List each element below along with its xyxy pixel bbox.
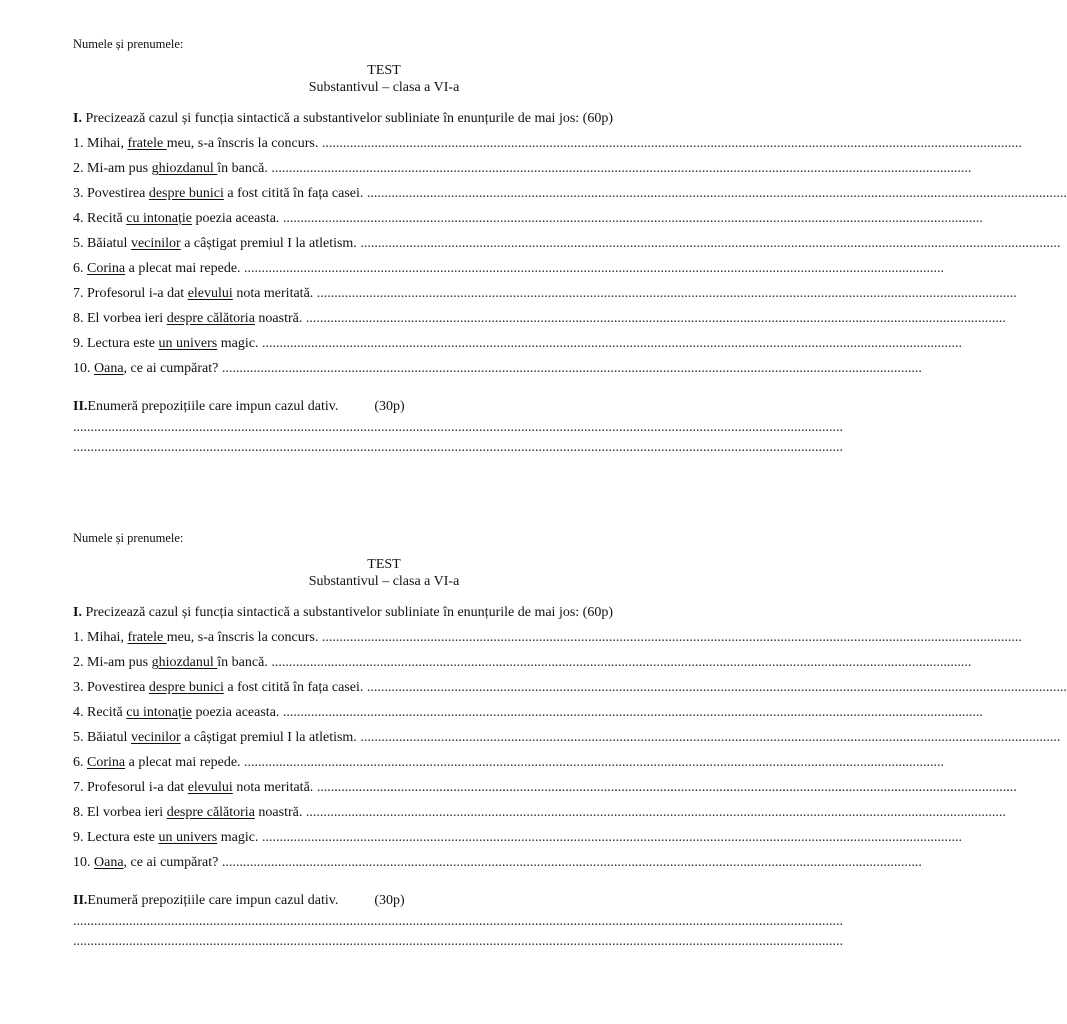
section-2-instruction [73,396,695,418]
answer-dots: ........................................................................................................................................................................................................ [305,805,1006,820]
exercise-item [73,800,1006,825]
exercise-item [73,331,962,356]
section-2-text: Enumeră prepozițiile care impun cazul dativ. [87,399,339,414]
answer-dots: ........................................................................................................................................................................................................ [244,261,945,276]
exercise-item [73,850,922,875]
exercise-text: 5. Băiatul [73,236,131,251]
exercise-text: 6. [73,755,87,770]
test-copy-1 [73,34,1067,458]
section-1-text: Precizează cazul și funcția sintactică a substantivelor subliniate în enunțurile de mai jos: (60p) [81,605,613,620]
section-2-number: II. [73,399,88,414]
answer-dots: ........................................................................................................................................................................................................ [316,780,1017,795]
exercise-item [73,231,1061,256]
underlined-noun: un univers [158,336,218,351]
exercise-text: poezia aceasta. [191,211,283,226]
answer-dots: ........................................................................................................................................................................................................ [316,286,1017,301]
answer-dots: ........................................................................................................................................................................................................ [321,136,1022,151]
underlined-noun: fratele [127,630,167,645]
underlined-noun: Oana [94,855,124,870]
underlined-noun: elevului [187,286,233,301]
test-subtitle: Substantivul – clasa a VI-a [308,574,460,589]
answer-line: ............................................................................................................................................................................................................................ [73,914,843,929]
exercise-text: noastră. [254,805,306,820]
test-title: TEST [367,63,401,78]
section-2-text: Enumeră prepozițiile care impun cazul dativ. [87,893,339,908]
exercise-item [73,750,945,775]
section-1-number: I. [73,111,82,126]
answer-dots: ........................................................................................................................................................................................................ [366,186,1067,201]
exercise-text: poezia aceasta. [191,705,283,720]
exercise-item [73,306,1006,331]
underlined-noun: despre bunici [148,186,224,201]
exercise-text: nota meritată. [232,780,317,795]
answer-dots: ........................................................................................................................................................................................................ [221,855,922,870]
exercise-list [73,625,1067,875]
exercise-text: 8. El vorbea ieri [73,311,167,326]
exercise-text: a câștigat premiul I la atletism. [180,730,361,745]
exercise-list [73,131,1067,381]
answer-dots: ........................................................................................................................................................................................................ [282,211,983,226]
exercise-text: 1. Mihai, [73,630,128,645]
section-2-number: II. [73,893,88,908]
exercise-text: 3. Povestirea [73,186,149,201]
exercise-text: 6. [73,261,87,276]
answer-dots: ........................................................................................................................................................................................................ [282,705,983,720]
exercise-text: 9. Lectura este [73,336,159,351]
exercise-text: în bancă. [217,161,272,176]
underlined-noun: cu intonație [126,705,192,720]
exercise-text: în bancă. [217,655,272,670]
exercise-text: magic. [217,830,262,845]
underlined-noun: despre călătoria [166,311,255,326]
answer-dots: ........................................................................................................................................................................................................ [261,830,962,845]
exercise-text: 8. El vorbea ieri [73,805,167,820]
section-1-text: Precizează cazul și funcția sintactică a substantivelor subliniate în enunțurile de mai jos: (60p) [81,111,613,126]
answer-line: ............................................................................................................................................................................................................................ [73,934,843,949]
exercise-text: a fost citită în fața casei. [223,680,367,695]
answer-dots: ........................................................................................................................................................................................................ [321,630,1022,645]
section-2-points: (30p) [374,399,405,414]
underlined-noun: vecinilor [130,730,181,745]
underlined-noun: elevului [187,780,233,795]
section-2-instruction [73,890,695,912]
answer-dots: ........................................................................................................................................................................................................ [360,730,1061,745]
underlined-noun: vecinilor [130,236,181,251]
underlined-noun: Oana [94,361,124,376]
answer-dots: ........................................................................................................................................................................................................ [305,311,1006,326]
underlined-noun: Corina [87,755,126,770]
answer-dots: ........................................................................................................................................................................................................ [366,680,1067,695]
exercise-item [73,725,1061,750]
answer-dots: ........................................................................................................................................................................................................ [261,336,962,351]
exercise-item [73,825,962,850]
underlined-noun: fratele [127,136,167,151]
exercise-item [73,675,1067,700]
exercise-text: 9. Lectura este [73,830,159,845]
exercise-item [73,650,972,675]
exercise-text: a câștigat premiul I la atletism. [180,236,361,251]
answer-dots: ........................................................................................................................................................................................................ [271,655,972,670]
underlined-noun: ghiozdanul [151,655,218,670]
answer-dots: ........................................................................................................................................................................................................ [221,361,922,376]
exercise-text: nota meritată. [232,286,317,301]
exercise-text: a plecat mai repede. [125,755,245,770]
answer-dots: ........................................................................................................................................................................................................ [244,755,945,770]
section-1-number: I. [73,605,82,620]
exercise-text: 4. Recită [73,705,127,720]
exercise-text: meu, s-a înscris la concurs. [166,630,322,645]
underlined-noun: despre bunici [148,680,224,695]
exercise-item [73,281,1017,306]
name-label: Numele și prenumele: [73,531,184,545]
test-subtitle: Substantivul – clasa a VI-a [308,80,460,95]
exercise-item [73,206,983,231]
exercise-item [73,156,972,181]
answer-dots: ........................................................................................................................................................................................................ [271,161,972,176]
exercise-text: , ce ai cumpărat? [123,855,222,870]
exercise-text: 2. Mi-am pus [73,161,152,176]
answer-dots: ........................................................................................................................................................................................................ [360,236,1061,251]
exercise-item [73,181,1067,206]
exercise-text: magic. [217,336,262,351]
exercise-item [73,256,945,281]
exercise-text: 1. Mihai, [73,136,128,151]
exercise-text: 3. Povestirea [73,680,149,695]
underlined-noun: despre călătoria [166,805,255,820]
exercise-text: 10. [73,855,94,870]
exercise-text: 7. Profesorul i-a dat [73,780,188,795]
exercise-text: a plecat mai repede. [125,261,245,276]
name-label: Numele și prenumele: [73,37,184,51]
answer-line: ............................................................................................................................................................................................................................ [73,420,843,435]
underlined-noun: cu intonație [126,211,192,226]
test-copy-2 [73,528,1067,952]
exercise-item [73,356,922,381]
underlined-noun: un univers [158,830,218,845]
exercise-text: 5. Băiatul [73,730,131,745]
exercise-text: , ce ai cumpărat? [123,361,222,376]
exercise-item [73,131,1022,156]
exercise-item [73,625,1022,650]
exercise-text: 2. Mi-am pus [73,655,152,670]
section-2-points: (30p) [374,893,405,908]
section-1-instruction [73,601,695,625]
exercise-text: 10. [73,361,94,376]
exercise-item [73,775,1017,800]
exercise-text: noastră. [254,311,306,326]
exercise-text: 7. Profesorul i-a dat [73,286,188,301]
test-title: TEST [367,557,401,572]
underlined-noun: ghiozdanul [151,161,218,176]
answer-line: ............................................................................................................................................................................................................................ [73,440,843,455]
exercise-text: meu, s-a înscris la concurs. [166,136,322,151]
exercise-item [73,700,983,725]
exercise-text: a fost citită în fața casei. [223,186,367,201]
exercise-text: 4. Recită [73,211,127,226]
underlined-noun: Corina [87,261,126,276]
section-1-instruction [73,107,695,131]
